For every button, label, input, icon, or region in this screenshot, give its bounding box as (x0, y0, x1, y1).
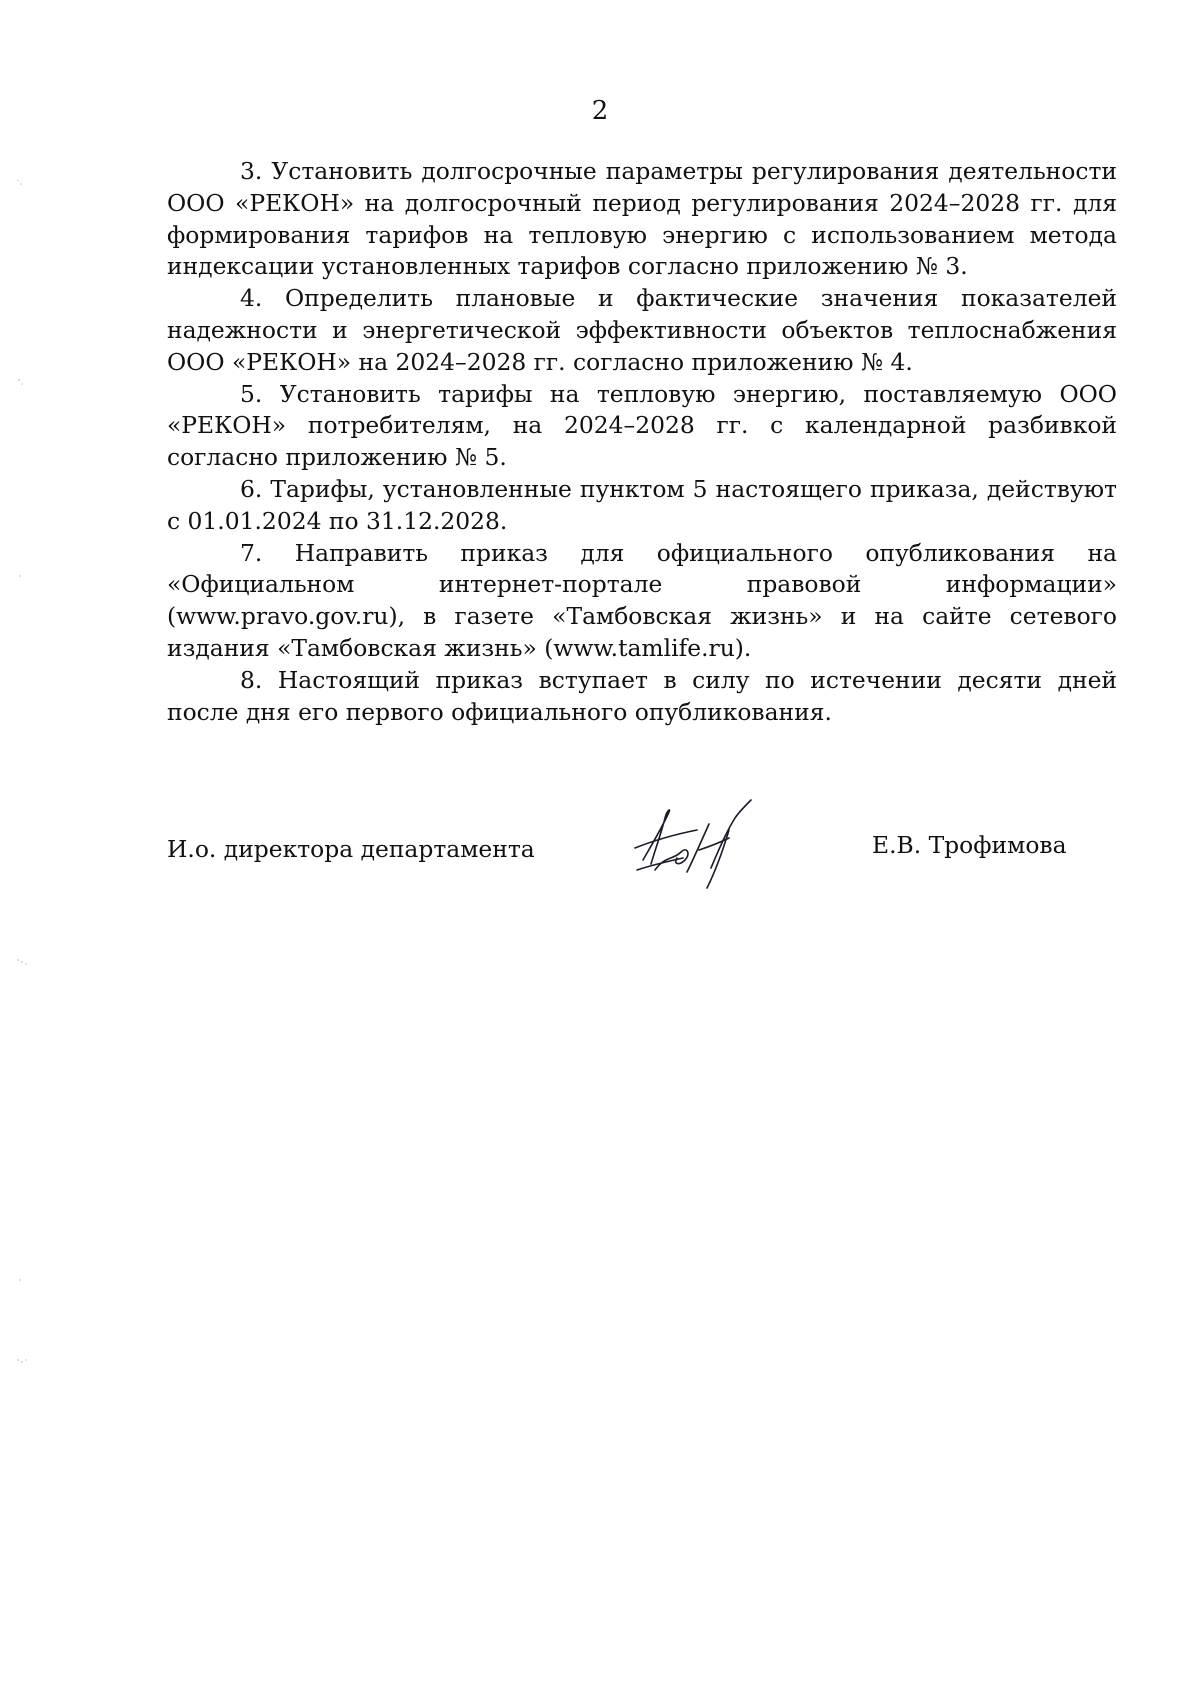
signature-block (0, 790, 1200, 910)
paragraph-item-3: 3. Установить долгосрочные параметры регулирования деятельности ООО «РЕКОН» на долгосрочный период регулирования 2024–2028 гг. для формирования тарифов на тепловую энергию с использованием метода индексации установленных тарифов согласно приложению № 3. (167, 157, 1117, 281)
document-body (167, 156, 1117, 728)
page-number: 2 (591, 96, 609, 126)
paragraph-item-7: 7. Направить приказ для официального опубликования на «Официальном интернет-портале правовой информации» (www.pravo.gov.ru), в газете «Тамбовская жизнь» и на сайте сетевого издания «Тамбовская жизнь» (www.tamlife.ru). (167, 538, 1117, 662)
paragraph-item-4: 4. Определить плановые и фактические значения показателей надежности и энергетической эффективности объектов теплоснабжения ООО «РЕКОН» на 2024–2028 гг. согласно приложению № 4. (167, 284, 1117, 376)
handwritten-signature (625, 790, 775, 890)
paragraph-item-5: 5. Установить тарифы на тепловую энергию, поставляемую ООО «РЕКОН» потребителям, на 2024–2028 гг. с календарной разбивкой согласно приложению № 5. (167, 379, 1117, 472)
paragraph-item-8: 8. Настоящий приказ вступает в силу по истечении десяти дней после дня его первого официального опубликования. (167, 665, 1117, 726)
paragraph-item-6: 6. Тарифы, установленные пунктом 5 настоящего приказа, действуют с 01.01.2024 по 31.12.2028. (167, 474, 1117, 535)
scan-margin-specks (12, 180, 32, 1480)
signer-name: Е.В. Трофимова (872, 831, 1067, 859)
signer-title: И.о. директора департамента (167, 835, 535, 863)
